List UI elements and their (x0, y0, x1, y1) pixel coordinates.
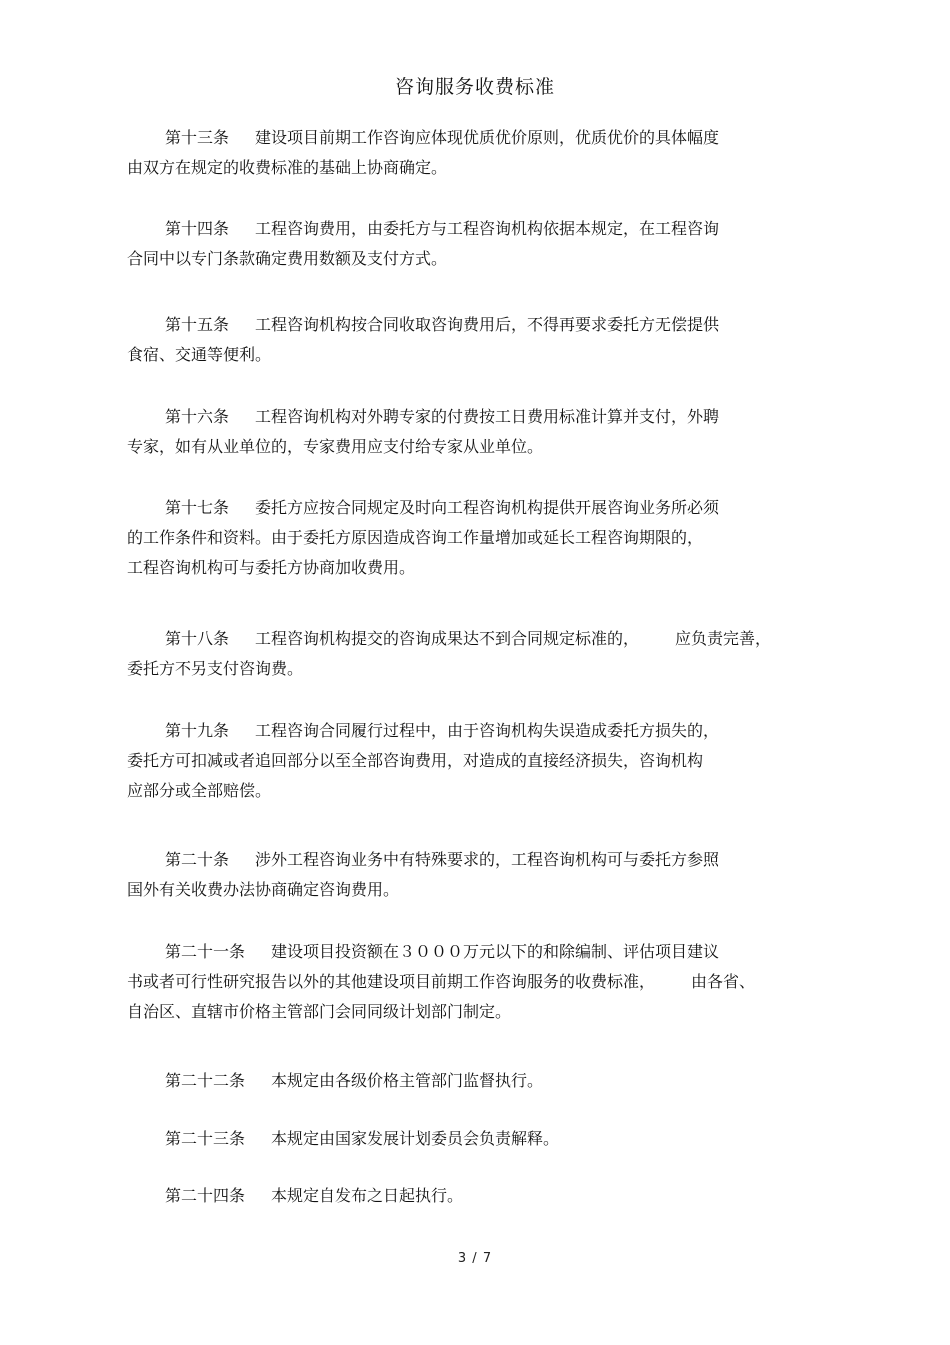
article-text: 书或者可行性研究报告以外的其他建设项目前期工作咨询服务的收费标准， (127, 972, 656, 991)
article-text: 工程咨询机构对外聘专家的付费按工日费用标准计算并支付，外聘 (255, 407, 720, 426)
article-text: 建设项目投资额在３０００万元以下的和除编制、评估项目建议 (271, 942, 720, 961)
article-text: 工程咨询机构按合同收取咨询费用后，不得再要求委托方无偿提供 (255, 315, 720, 334)
article-text: 的工作条件和资料。由于委托方原因造成咨询工作量增加或延长工程咨询期限的， (127, 528, 704, 547)
article-number: 第十三条 (165, 128, 230, 147)
article-text: 委托方不另支付咨询费。 (127, 659, 304, 678)
article-text: 自治区、直辖市价格主管部门会同同级计划部门制定。 (127, 1002, 512, 1021)
article-number: 第二十四条 (165, 1186, 246, 1205)
article-number: 第十八条 (165, 629, 230, 648)
article-text: 应负责完善， (675, 629, 772, 648)
article-text: 合同中以专门条款确定费用数额及支付方式。 (127, 249, 448, 268)
article-number: 第十四条 (165, 219, 230, 238)
article-number: 第十九条 (165, 721, 230, 740)
article-number: 第二十二条 (165, 1071, 246, 1090)
article-text: 本规定自发布之日起执行。 (271, 1186, 464, 1205)
article-number: 第十五条 (165, 315, 230, 334)
article-text: 食宿、交通等便利。 (127, 345, 272, 364)
article-number: 第十七条 (165, 498, 230, 517)
article-number: 第二十三条 (165, 1129, 246, 1148)
article-13 (127, 123, 827, 183)
article-text: 专家，如有从业单位的，专家费用应支付给专家从业单位。 (127, 437, 544, 456)
article-18 (127, 624, 827, 684)
article-text: 本规定由各级价格主管部门监督执行。 (271, 1071, 544, 1090)
article-text: 委托方应按合同规定及时向工程咨询机构提供开展咨询业务所必须 (255, 498, 720, 517)
article-text: 应部分或全部赔偿。 (127, 781, 272, 800)
article-text: 国外有关收费办法协商确定咨询费用。 (127, 880, 400, 899)
article-number: 第二十一条 (165, 942, 246, 961)
article-text: 工程咨询合同履行过程中，由于咨询机构失误造成委托方损失的， (255, 721, 720, 740)
article-text: 本规定由国家发展计划委员会负责解释。 (271, 1129, 560, 1148)
article-24 (127, 1181, 827, 1211)
article-16 (127, 402, 827, 462)
article-17 (127, 493, 827, 583)
article-number: 第二十条 (165, 850, 230, 869)
article-number: 第十六条 (165, 407, 230, 426)
article-20 (127, 845, 827, 905)
article-text: 由各省、 (691, 972, 756, 991)
article-text: 建设项目前期工作咨询应体现优质优价原则，优质优价的具体幅度 (255, 128, 720, 147)
article-text: 涉外工程咨询业务中有特殊要求的，工程咨询机构可与委托方参照 (255, 850, 720, 869)
article-14 (127, 214, 827, 274)
article-21 (127, 937, 827, 1027)
article-text: 工程咨询机构提交的咨询成果达不到合同规定标准的， (255, 629, 640, 648)
article-text: 委托方可扣减或者追回部分以至全部咨询费用，对造成的直接经济损失，咨询机构 (127, 751, 704, 770)
article-23 (127, 1124, 827, 1154)
page-title: 咨询服务收费标准 (394, 76, 555, 98)
article-15 (127, 310, 827, 370)
article-text: 工程咨询机构可与委托方协商加收费用。 (127, 558, 416, 577)
article-text: 工程咨询费用，由委托方与工程咨询机构依据本规定，在工程咨询 (255, 219, 720, 238)
article-text: 由双方在规定的收费标准的基础上协商确定。 (127, 158, 448, 177)
article-19 (127, 716, 827, 806)
article-22 (127, 1066, 827, 1096)
page-number: 3 / 7 (457, 1251, 493, 1266)
